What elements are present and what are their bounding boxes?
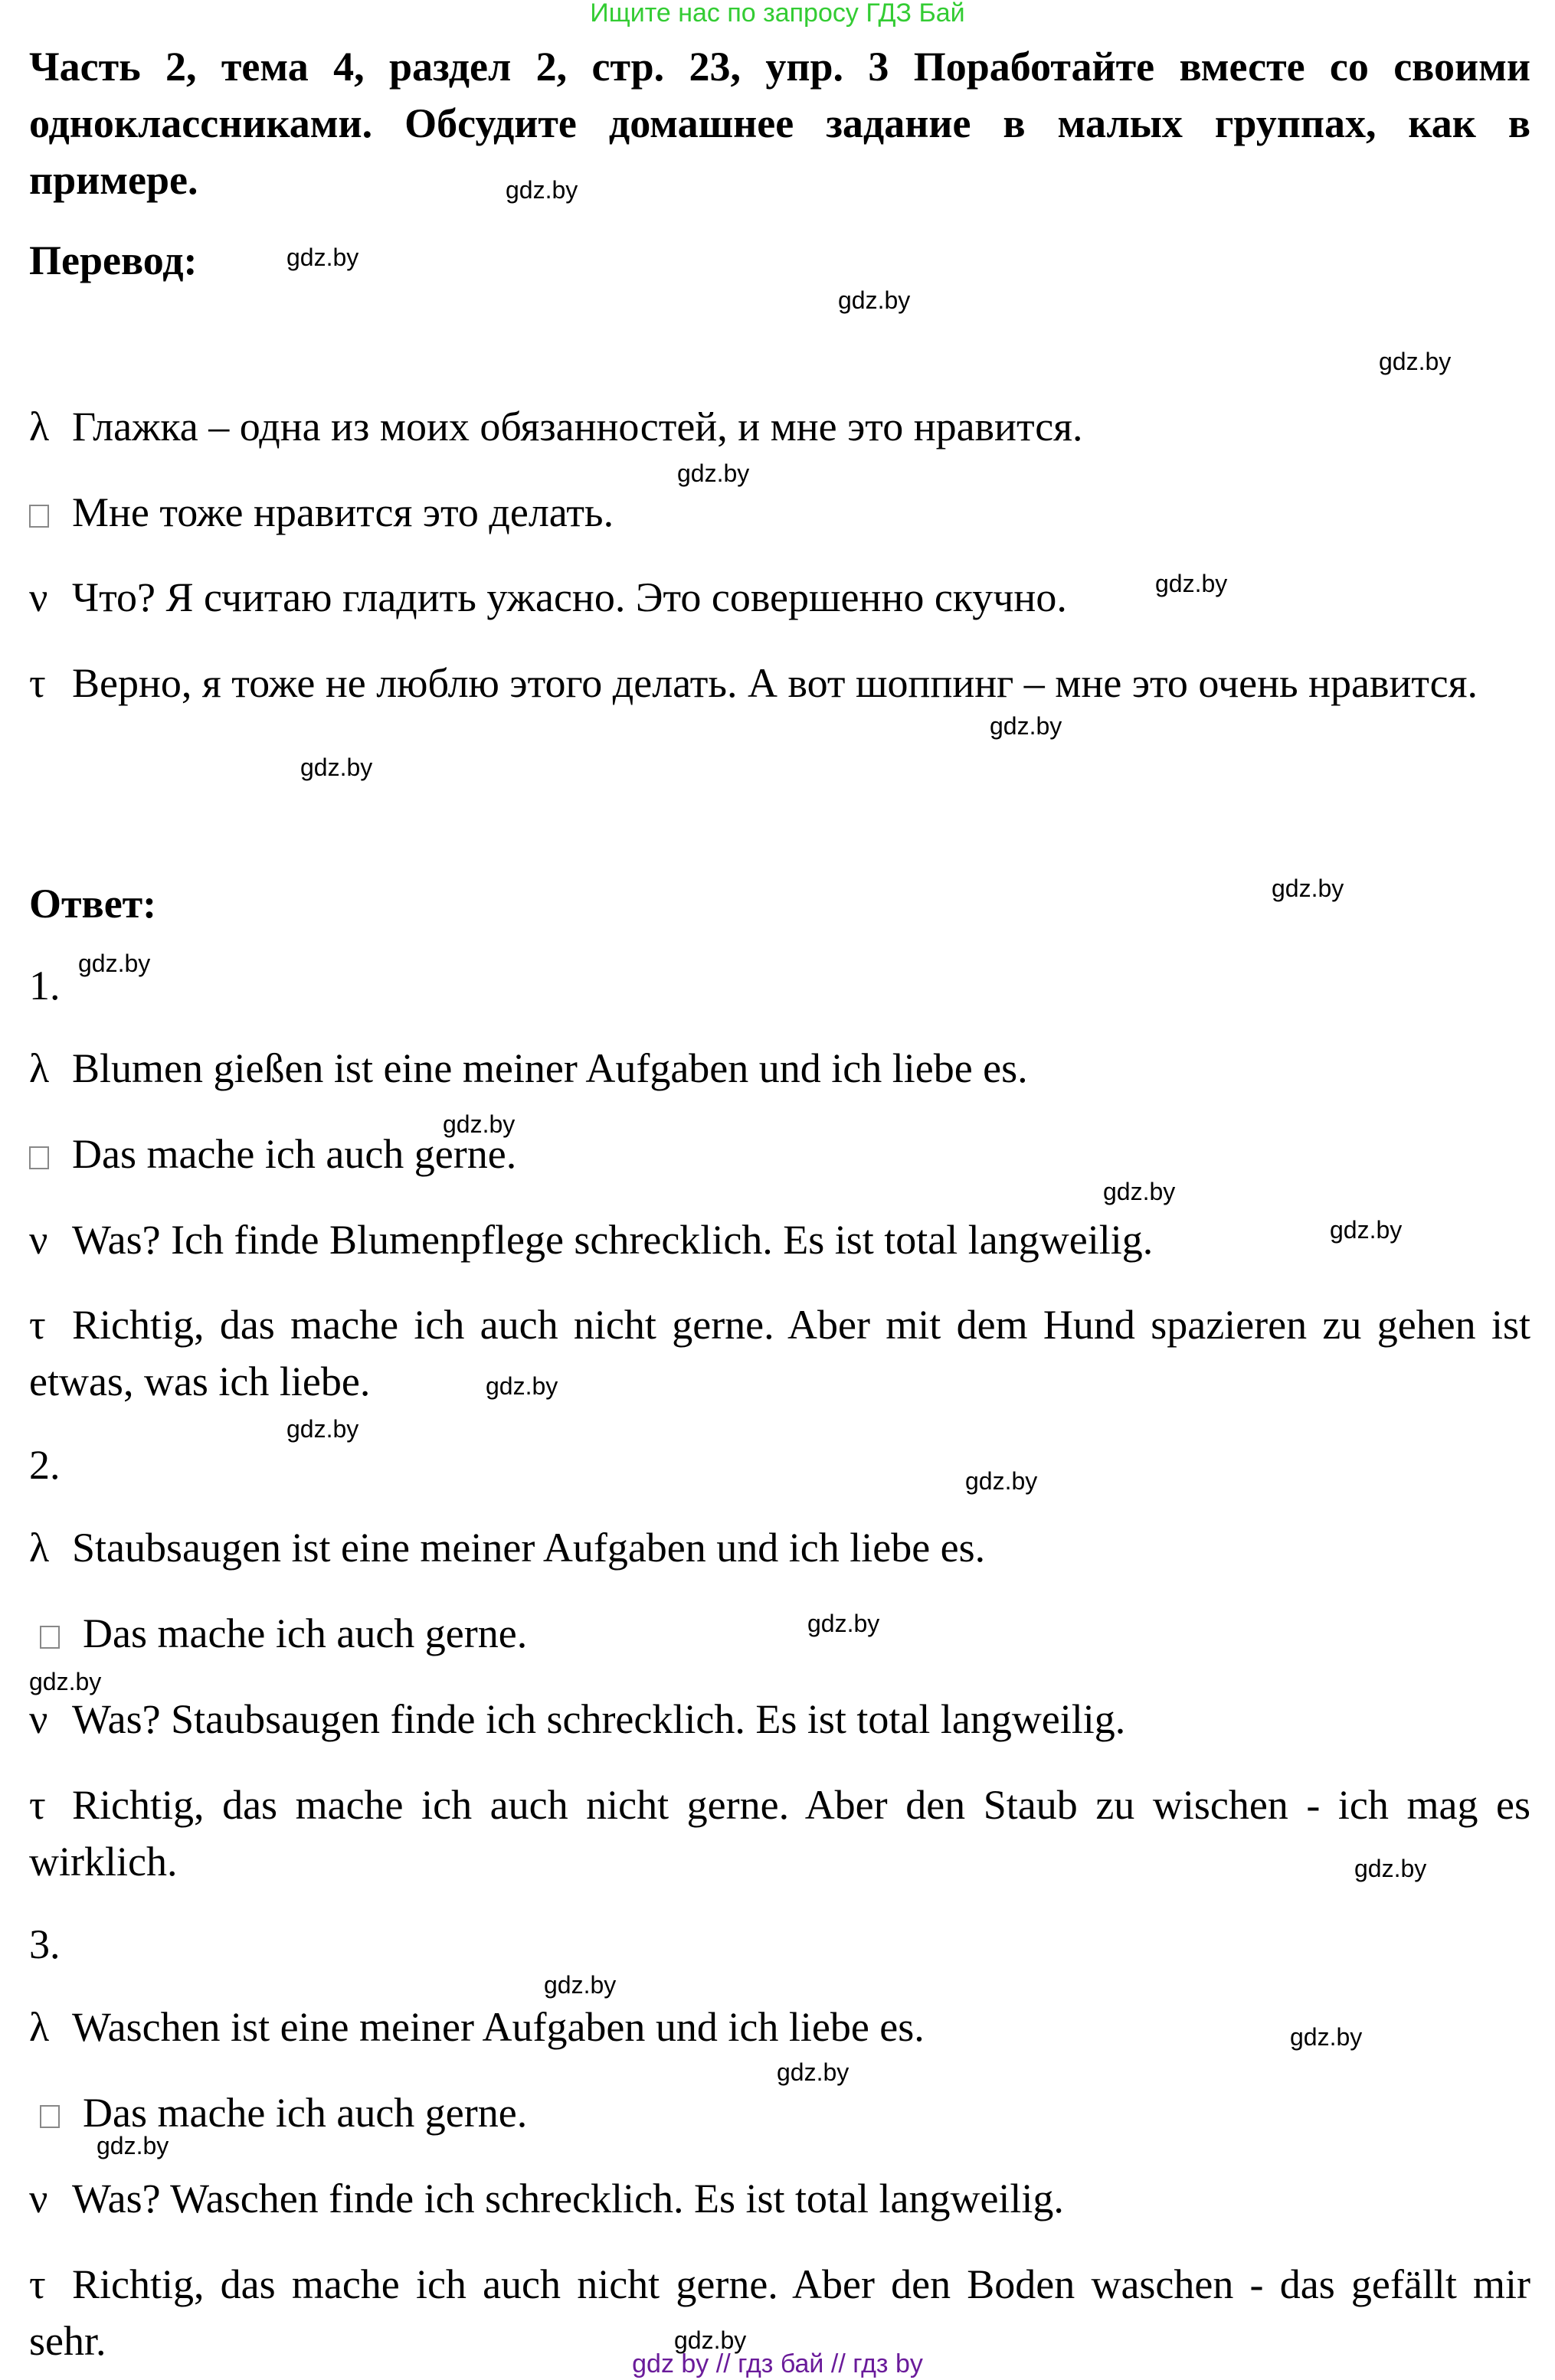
translation-line-1: [29, 398, 1530, 455]
translation-text: Мне тоже нравится это делать.: [72, 489, 614, 535]
answer-text: Das mache ich auch gerne.: [72, 1131, 517, 1177]
watermark: gdz.by: [506, 176, 578, 204]
bullet-symbol: τ: [29, 1302, 46, 1348]
answer-text: Blumen gießen ist eine meiner Aufgaben und ich liebe es.: [72, 1045, 1028, 1091]
watermark: gdz.by: [677, 459, 750, 487]
translation-line-2: [29, 484, 1530, 541]
answer-1-line-2: [29, 1126, 1530, 1182]
answer-text: Das mache ich auch gerne.: [83, 1610, 528, 1656]
answer-1-line-3: [29, 1211, 1530, 1268]
answer-text: Was? Ich finde Blumenpflege schrecklich. Es ist total langweilig.: [72, 1217, 1154, 1263]
translation-line-3: [29, 569, 1530, 626]
answer-number: 2.: [29, 1442, 61, 1488]
answer-3-line-2: [40, 2084, 1541, 2141]
watermark: gdz.by: [777, 2058, 850, 2086]
bullet-symbol: λ: [29, 404, 50, 450]
watermark: gdz.by: [1354, 1855, 1427, 1882]
answer-text: Richtig, das mache ich auch nicht gerne. Aber den Staub zu wischen - ich mag es wirklich.: [29, 1782, 1530, 1885]
answer-2-line-1: [29, 1519, 1530, 1576]
bullet-symbol: λ: [29, 2004, 50, 2050]
answer-number: 3.: [29, 1921, 61, 1967]
answer-2-line-3: [29, 1691, 1530, 1747]
translation-text: Верно, я тоже не люблю этого делать. А вот шоппинг – мне это очень нравится.: [72, 660, 1478, 706]
answer-3-line-3: [29, 2170, 1530, 2227]
translation-text: Глажка – одна из моих обязанностей, и мне это нравится.: [72, 404, 1083, 450]
watermark: gdz.by: [807, 1610, 880, 1637]
watermark: gdz.by: [1379, 348, 1452, 375]
translation-line-4: [29, 655, 1530, 711]
bullet-symbol: λ: [29, 1045, 50, 1091]
watermark: gdz.by: [29, 1668, 102, 1695]
watermark: gdz.by: [990, 712, 1062, 740]
checkbox-glyph-icon: [29, 505, 49, 528]
bullet-symbol: ν: [29, 1217, 48, 1263]
bullet-symbol: τ: [29, 2261, 46, 2307]
answer-text: Das mache ich auch gerne.: [83, 2090, 528, 2136]
answer-text: Was? Staubsaugen finde ich schrecklich. Es ist total langweilig.: [72, 1696, 1126, 1742]
watermark: gdz.by: [1155, 570, 1228, 597]
top-banner[interactable]: Ищите нас по запросу ГДЗ Бай: [590, 0, 965, 28]
checkbox-glyph-icon: [29, 1146, 49, 1169]
answer-number: 1.: [29, 963, 61, 1009]
watermark: gdz.by: [1103, 1178, 1176, 1205]
bullet-symbol: ν: [29, 574, 48, 620]
watermark: gdz.by: [97, 2132, 169, 2159]
answer-2-line-2: [40, 1605, 1541, 1662]
translation-label: Перевод:: [29, 237, 198, 283]
watermark: gdz.by: [286, 244, 359, 271]
answer-text: Richtig, das mache ich auch nicht gerne. Aber den Boden waschen - das gefällt mir sehr.: [29, 2261, 1530, 2364]
bullet-symbol: λ: [29, 1525, 50, 1571]
watermark: gdz.by: [300, 754, 373, 781]
answer-text: Richtig, das mache ich auch nicht gerne. Aber mit dem Hund spazieren zu gehen ist etwas, was ich liebe.: [29, 1302, 1530, 1404]
answer-2-line-4: [29, 1777, 1530, 1890]
answer-text: Staubsaugen ist eine meiner Aufgaben und ich liebe es.: [72, 1525, 986, 1571]
page-title: Часть 2, тема 4, раздел 2, стр. 23, упр. 3 Поработайте вместе со своими одноклассниками. Обсудите домашнее задание в малых группах, как в примере.: [29, 44, 1530, 203]
watermark: gdz.by: [1272, 875, 1344, 902]
answer-text: Was? Waschen finde ich schrecklich. Es ist total langweilig.: [72, 2176, 1064, 2221]
watermark: gdz.by: [544, 1971, 617, 1999]
answer-text: Waschen ist eine meiner Aufgaben und ich liebe es.: [72, 2004, 925, 2050]
bullet-symbol: τ: [29, 1782, 46, 1828]
bullet-symbol: ν: [29, 2176, 48, 2221]
checkbox-glyph-icon: [40, 1626, 60, 1649]
translation-text: Что? Я считаю гладить ужасно. Это совершенно скучно.: [72, 574, 1067, 620]
watermark: gdz.by: [965, 1467, 1038, 1495]
watermark: gdz.by: [1290, 2023, 1363, 2051]
watermark: gdz.by: [286, 1415, 359, 1443]
watermark: gdz.by: [443, 1110, 516, 1138]
watermark: gdz.by: [486, 1372, 558, 1400]
answer-label: Ответ:: [29, 881, 157, 927]
watermark: gdz.by: [1330, 1216, 1403, 1244]
watermark: gdz.by: [838, 286, 911, 314]
bullet-symbol: τ: [29, 660, 46, 706]
answer-1-line-1: [29, 1040, 1530, 1097]
footer-links[interactable]: gdz by // гдз бай // гдз by: [632, 2349, 923, 2378]
watermark: gdz.by: [78, 950, 151, 977]
bullet-symbol: ν: [29, 1696, 48, 1742]
answer-1-line-4: [29, 1296, 1530, 1410]
checkbox-glyph-icon: [40, 2105, 60, 2128]
watermark: gdz.by: [674, 2326, 747, 2354]
